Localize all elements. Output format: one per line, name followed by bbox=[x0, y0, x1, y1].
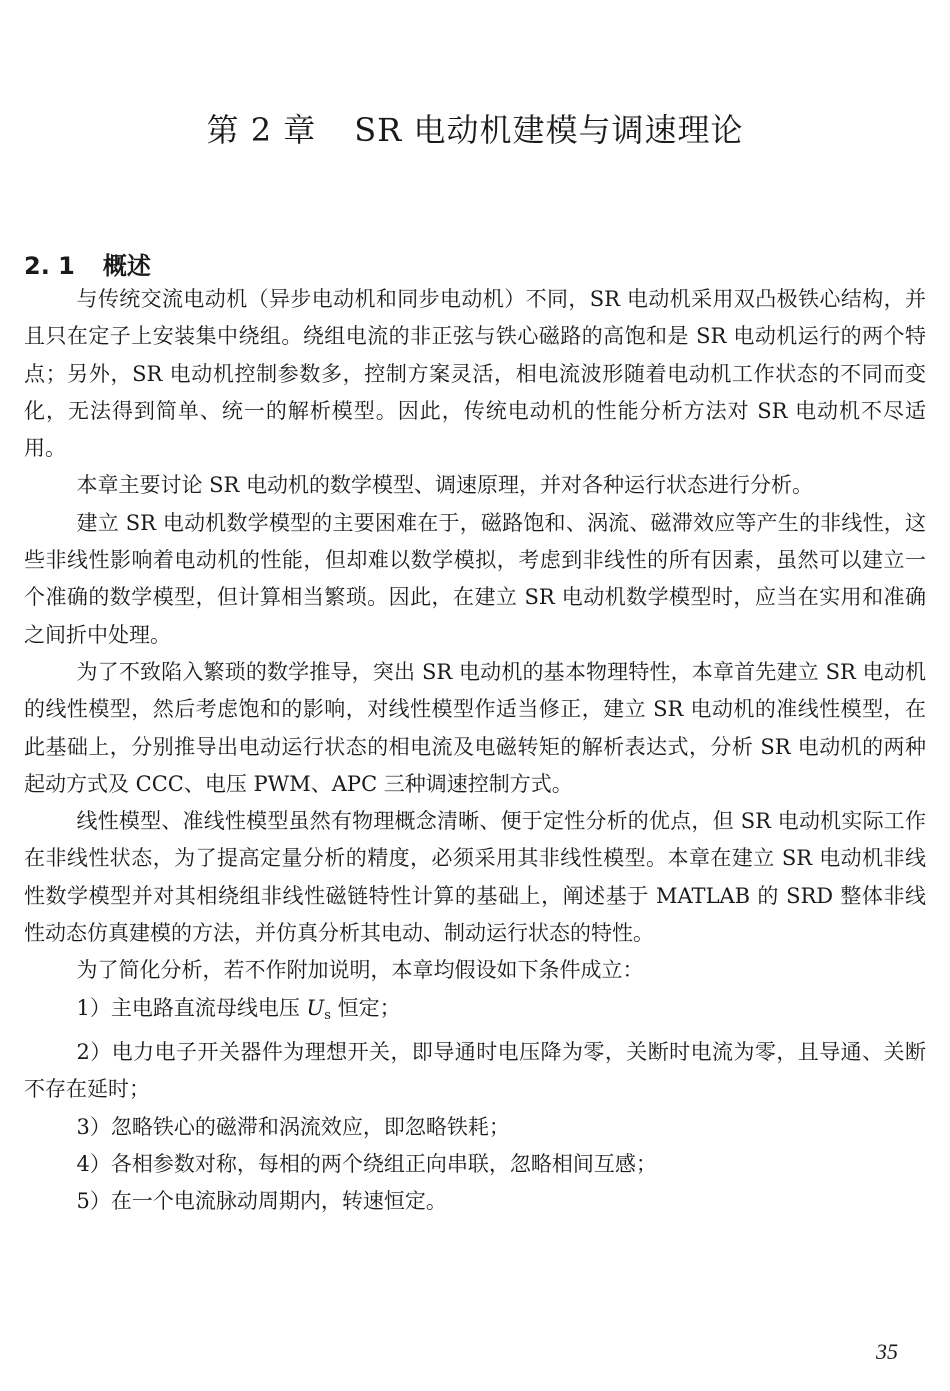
paragraph-assumptions-intro: 为了简化分析，若不作附加说明，本章均假设如下条件成立： bbox=[76, 958, 644, 983]
chapter-title bbox=[0, 105, 950, 151]
assumption-1-tail: 恒定； bbox=[330, 995, 401, 1020]
chapter-number: 第 2 章 bbox=[206, 111, 317, 150]
page-number: 35 bbox=[876, 1339, 898, 1364]
voltage-symbol: U bbox=[306, 995, 325, 1020]
assumption-1-text: 1）主电路直流母线电压 bbox=[76, 995, 307, 1020]
section-title: 概述 bbox=[102, 251, 151, 280]
voltage-subscript: s bbox=[324, 1007, 331, 1023]
assumption-item-3: 3）忽略铁心的磁滞和涡流效应，即忽略铁耗； bbox=[76, 1114, 510, 1139]
assumption-item-2: 2）电力电子开关器件为理想开关，即导通时电压降为零，关断时电流为零，且导通、关断不存在延时； bbox=[24, 1039, 926, 1102]
assumption-item-4: 4）各相参数对称，每相的两个绕组正向串联，忽略相间互感； bbox=[76, 1151, 657, 1176]
paragraph-scope: 本章主要讨论 SR 电动机的数学模型、调速原理，并对各种运行状态进行分析。 bbox=[76, 473, 814, 498]
section-number: 2. 1 bbox=[24, 251, 75, 280]
section-heading bbox=[24, 246, 151, 281]
assumption-item-1 bbox=[24, 990, 926, 1034]
paragraph-nonlinear: 线性模型、准线性模型虽然有物理概念清晰、便于定性分析的优点，但 SR 电动机实际工作在非线性状态，为了提高定量分析的精度，必须采用其非线性模型。本章在建立 SR 电动机非线性数学模型并对其相绕组非线性磁链特性计算的基础上，阐述基于 MATLAB 的 SRD 整体非线性动态仿真建模的方法，并仿真分析其电动、制动运行状态的特性。 bbox=[24, 809, 926, 946]
paragraph-approach: 为了不致陷入繁琐的数学推导，突出 SR 电动机的基本物理特性，本章首先建立 SR 电动机的线性模型，然后考虑饱和的影响，对线性模型作适当修正，建立 SR 电动机的准线性模型，在此基础上，分别推导出电动运行状态的相电流及电磁转矩的解析表达式，分析 SR 电动机的两种起动方式及 CCC、电压 PWM、APC 三种调速控制方式。 bbox=[24, 659, 926, 796]
paragraph-intro: 与传统交流电动机（异步电动机和同步电动机）不同，SR 电动机采用双凸极铁心结构，并且只在定子上安装集中绕组。绕组电流的非正弦与铁心磁路的高饱和是 SR 电动机运行的两个特点；另外，SR 电动机控制参数多，控制方案灵活，相电流波形随着电动机工作状态的不同而变化，无法得到简单、统一的解析模型。因此，传统电动机的性能分析方法对 SR 电动机不尽适用。 bbox=[24, 287, 926, 461]
assumption-item-5: 5）在一个电流脉动周期内，转速恒定。 bbox=[76, 1189, 447, 1214]
paragraph-difficulty: 建立 SR 电动机数学模型的主要困难在于，磁路饱和、涡流、磁滞效应等产生的非线性，这些非线性影响着电动机的性能，但却难以数学模拟，考虑到非线性的所有因素，虽然可以建立一个准确的数学模型，但计算相当繁琐。因此，在建立 SR 电动机数学模型时，应当在实用和准确之间折中处理。 bbox=[24, 510, 926, 647]
body-text bbox=[24, 281, 926, 1220]
chapter-title-text: SR 电动机建模与调速理论 bbox=[354, 111, 744, 150]
